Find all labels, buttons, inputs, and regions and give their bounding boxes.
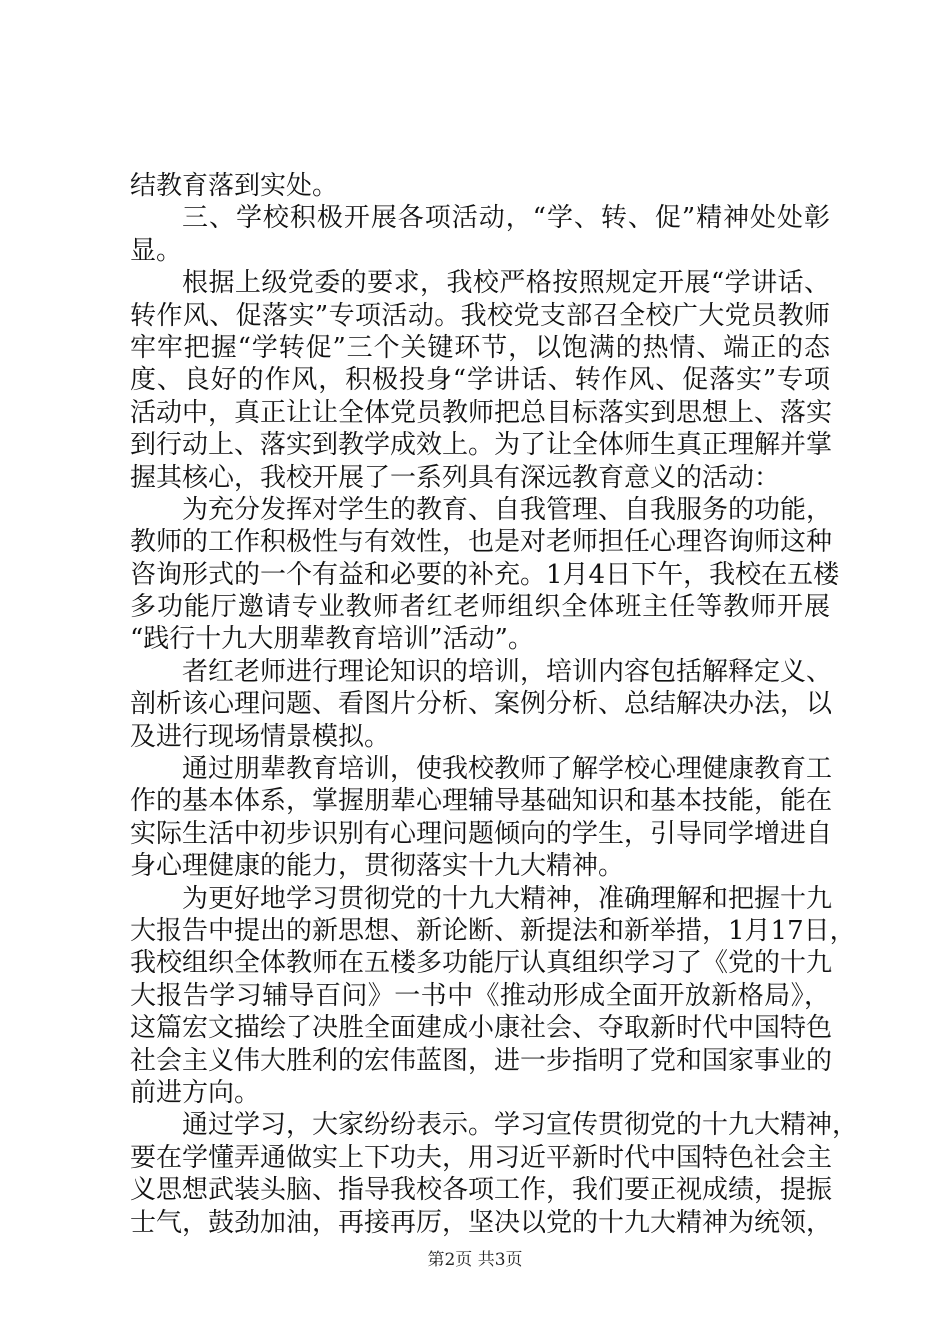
text-line: 者红老师进行理论知识的培训，培训内容包括解释定义、: [182, 656, 833, 687]
text-line: 三、学校积极开展各项活动，“学、转、促”精神处处彰: [182, 203, 830, 234]
text-line: 剖析该心理问题、看图片分析、案例分析、总结解决办法，以: [130, 689, 833, 720]
text-line: 到行动上、落实到教学成效上。为了让全体师生真正理解并掌: [130, 430, 833, 461]
text-line: 大报告中提出的新思想、新论断、新提法和新举措，1月17日，: [130, 915, 856, 946]
document-body: [130, 170, 859, 1239]
text-line: 要在学懂弄通做实上下功夫，用习近平新时代中国特色社会主: [130, 1142, 833, 1173]
text-line: 士气，鼓劲加油，再接再厉，坚决以党的十九大精神为统领，: [130, 1207, 833, 1238]
text-line: 为更好地学习贯彻党的十九大精神，准确理解和把握十九: [182, 883, 833, 914]
text-line: 握其核心，我校开展了一系列具有深远教育意义的活动：: [130, 462, 781, 493]
text-line: 为充分发挥对学生的教育、自我管理、自我服务的功能，: [182, 494, 833, 525]
text-line: 结教育落到实处。: [130, 171, 339, 201]
text-line: 转作风、促落实”专项活动。我校党支部召全校广大党员教师: [130, 300, 830, 331]
text-line: 义思想武装头脑、指导我校各项工作，我们要正视成绩，提振: [130, 1175, 833, 1206]
text-line: “践行十九大朋辈教育培训”活动”。: [130, 624, 534, 655]
text-line: 前进方向。: [130, 1077, 261, 1108]
text-line: 显。: [130, 235, 183, 266]
text-line: 咨询形式的一个有益和必要的补充。1月4日下午，我校在五楼: [130, 559, 840, 590]
text-line: 大报告学习辅导百问》一书中《推动形成全面开放新格局》，: [130, 980, 830, 1011]
text-line: 及进行现场情景模拟。: [130, 721, 391, 752]
text-line: 度、良好的作风，积极投身“学讲话、转作风、促落实”专项: [130, 365, 830, 396]
text-line: 通过朋辈教育培训，使我校教师了解学校心理健康教育工: [182, 754, 833, 785]
text-line: 身心理健康的能力，贯彻落实十九大精神。: [130, 851, 625, 882]
text-line: 实际生活中初步识别有心理问题倾向的学生，引导同学增进自: [130, 818, 833, 849]
text-line: 多功能厅邀请专业教师者红老师组织全体班主任等教师开展: [130, 592, 830, 623]
text-line: 通过学习，大家纷纷表示。学习宣传贯彻党的十九大精神，: [182, 1110, 859, 1141]
text-line: 牢牢把握“学转促”三个关键环节，以饱满的热情、端正的态: [130, 332, 830, 363]
text-line: 社会主义伟大胜利的宏伟蓝图，进一步指明了党和国家事业的: [130, 1045, 833, 1076]
text-line: 我校组织全体教师在五楼多功能厅认真组织学习了《党的十九: [130, 948, 833, 979]
text-line: 教师的工作积极性与有效性，也是对老师担任心理咨询师这种: [130, 527, 833, 558]
page-footer: 第2页 共3页: [427, 1250, 523, 1270]
text-line: 活动中，真正让让全体党员教师把总目标落实到思想上、落实: [130, 397, 833, 428]
text-line: 这篇宏文描绘了决胜全面建成小康社会、夺取新时代中国特色: [130, 1013, 833, 1044]
text-line: 根据上级党委的要求，我校严格按照规定开展“学讲话、: [182, 268, 830, 299]
text-line: 作的基本体系，掌握朋辈心理辅导基础知识和基本技能，能在: [130, 786, 833, 817]
